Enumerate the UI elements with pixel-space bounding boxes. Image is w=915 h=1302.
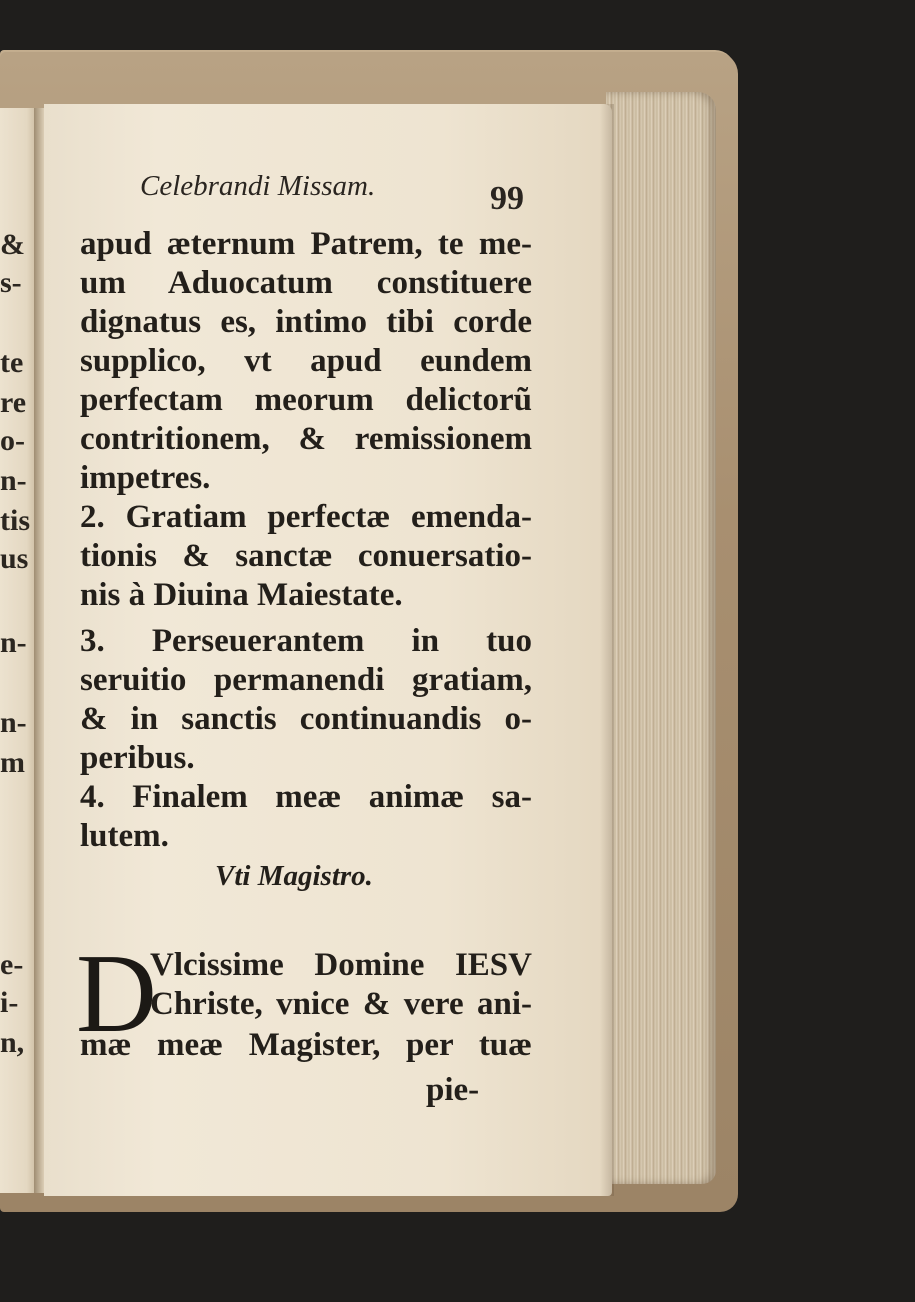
text-line: supplico, vt apud eundem: [80, 343, 532, 379]
left-fragment: n,: [0, 1026, 25, 1059]
left-fragment: n-: [0, 706, 27, 739]
text-line: Vlcissime Domine IESV: [150, 947, 532, 983]
page-edge-shadow: [600, 104, 614, 1196]
running-head: Celebrandi Missam.: [140, 170, 376, 202]
text-line: seruitio permanendi gratiam,: [80, 662, 532, 698]
text-line: 2. Gratiam perfectæ emenda-: [80, 499, 532, 535]
left-fragment: te: [0, 346, 24, 379]
left-fragment: o-: [0, 424, 25, 457]
text-line: Christe, vnice & vere ani-: [150, 986, 532, 1022]
left-fragment: n-: [0, 464, 27, 497]
text-line: mæ meæ Magister, per tuæ: [80, 1027, 532, 1063]
left-fragment: re: [0, 386, 27, 419]
text-line: impetres.: [80, 460, 211, 496]
text-line: tionis & sanctæ conuersatio-: [80, 538, 532, 574]
text-line: nis à Diuina Maiestate.: [80, 577, 403, 613]
left-fragment: e-: [0, 948, 24, 981]
left-fragment: n-: [0, 626, 27, 659]
page-edges: [606, 92, 716, 1184]
drop-cap: D: [76, 932, 157, 1056]
text-line: lutem.: [80, 818, 169, 854]
left-fragment: &: [0, 228, 25, 261]
text-line: dignatus es, intimo tibi corde: [80, 304, 532, 340]
left-fragment: m: [0, 746, 25, 779]
text-line: contritionem, & remissionem: [80, 421, 532, 457]
text-line: perfectam meorum delictorũ: [80, 382, 532, 418]
left-fragment: i-: [0, 986, 19, 1019]
text-line: 3. Perseuerantem in tuo: [80, 623, 532, 659]
left-fragment: tis: [0, 504, 30, 537]
left-fragment: us: [0, 542, 29, 575]
catchword: pie-: [426, 1072, 480, 1108]
left-fragment: s-: [0, 266, 22, 299]
text-line: 4. Finalem meæ animæ sa-: [80, 779, 532, 815]
text-line: & in sanctis continuandis o-: [80, 701, 532, 737]
text-line: apud æternum Patrem, te me-: [80, 226, 532, 262]
page-number: 99: [490, 180, 524, 217]
left-page: [0, 108, 38, 1193]
text-line: um Aduocatum constituere: [80, 265, 532, 301]
section-heading: Vti Magistro.: [215, 860, 373, 892]
text-line: peribus.: [80, 740, 195, 776]
